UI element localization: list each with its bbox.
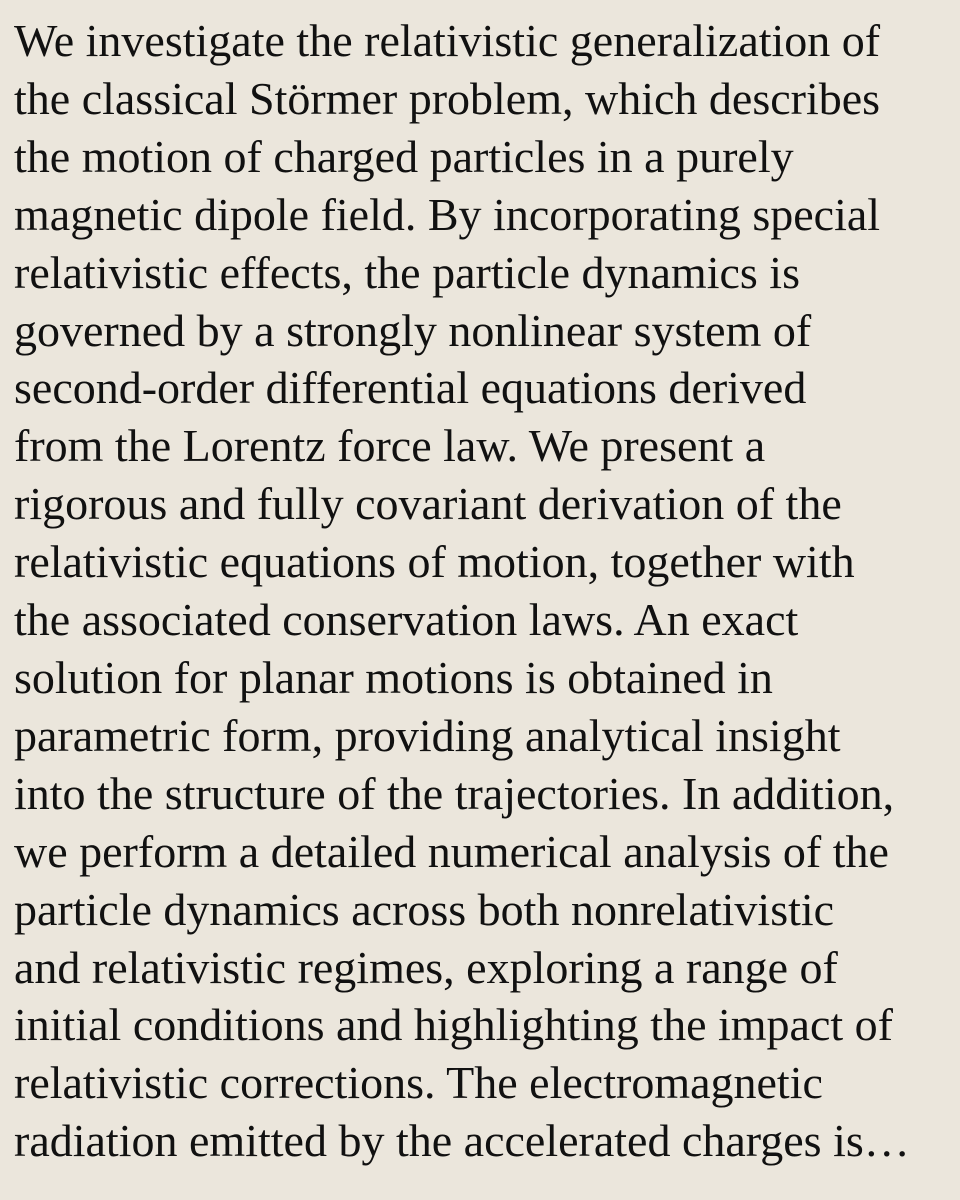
- abstract-line: particle dynamics across both nonrelativistic: [14, 883, 835, 935]
- abstract-text: [14, 12, 950, 1170]
- abstract-line: radiation emitted by the accelerated charges is…: [14, 1115, 910, 1167]
- abstract-line: the motion of charged particles in a purely: [14, 130, 794, 182]
- abstract-line: relativistic effects, the particle dynamics is: [14, 246, 800, 298]
- abstract-line: into the structure of the trajectories. In addition,: [14, 767, 895, 819]
- abstract-line: parametric form, providing analytical insight: [14, 709, 841, 761]
- abstract-line: the classical Störmer problem, which describes: [14, 72, 881, 124]
- abstract-line: relativistic equations of motion, together with: [14, 536, 855, 588]
- abstract-line: and relativistic regimes, exploring a range of: [14, 941, 838, 993]
- abstract-line: relativistic corrections. The electromagnetic: [14, 1057, 823, 1109]
- abstract-line: from the Lorentz force law. We present a: [14, 420, 766, 472]
- abstract-line: initial conditions and highlighting the impact of: [14, 999, 893, 1051]
- abstract-line: governed by a strongly nonlinear system of: [14, 304, 812, 356]
- abstract-line: the associated conservation laws. An exact: [14, 594, 799, 646]
- abstract-line: second-order differential equations derived: [14, 362, 807, 414]
- abstract-line: magnetic dipole field. By incorporating special: [14, 188, 881, 240]
- abstract-line: solution for planar motions is obtained in: [14, 651, 773, 703]
- abstract-line: rigorous and fully covariant derivation of the: [14, 478, 842, 530]
- abstract-line: we perform a detailed numerical analysis of the: [14, 825, 889, 877]
- abstract-line: We investigate the relativistic generalization of: [14, 15, 881, 66]
